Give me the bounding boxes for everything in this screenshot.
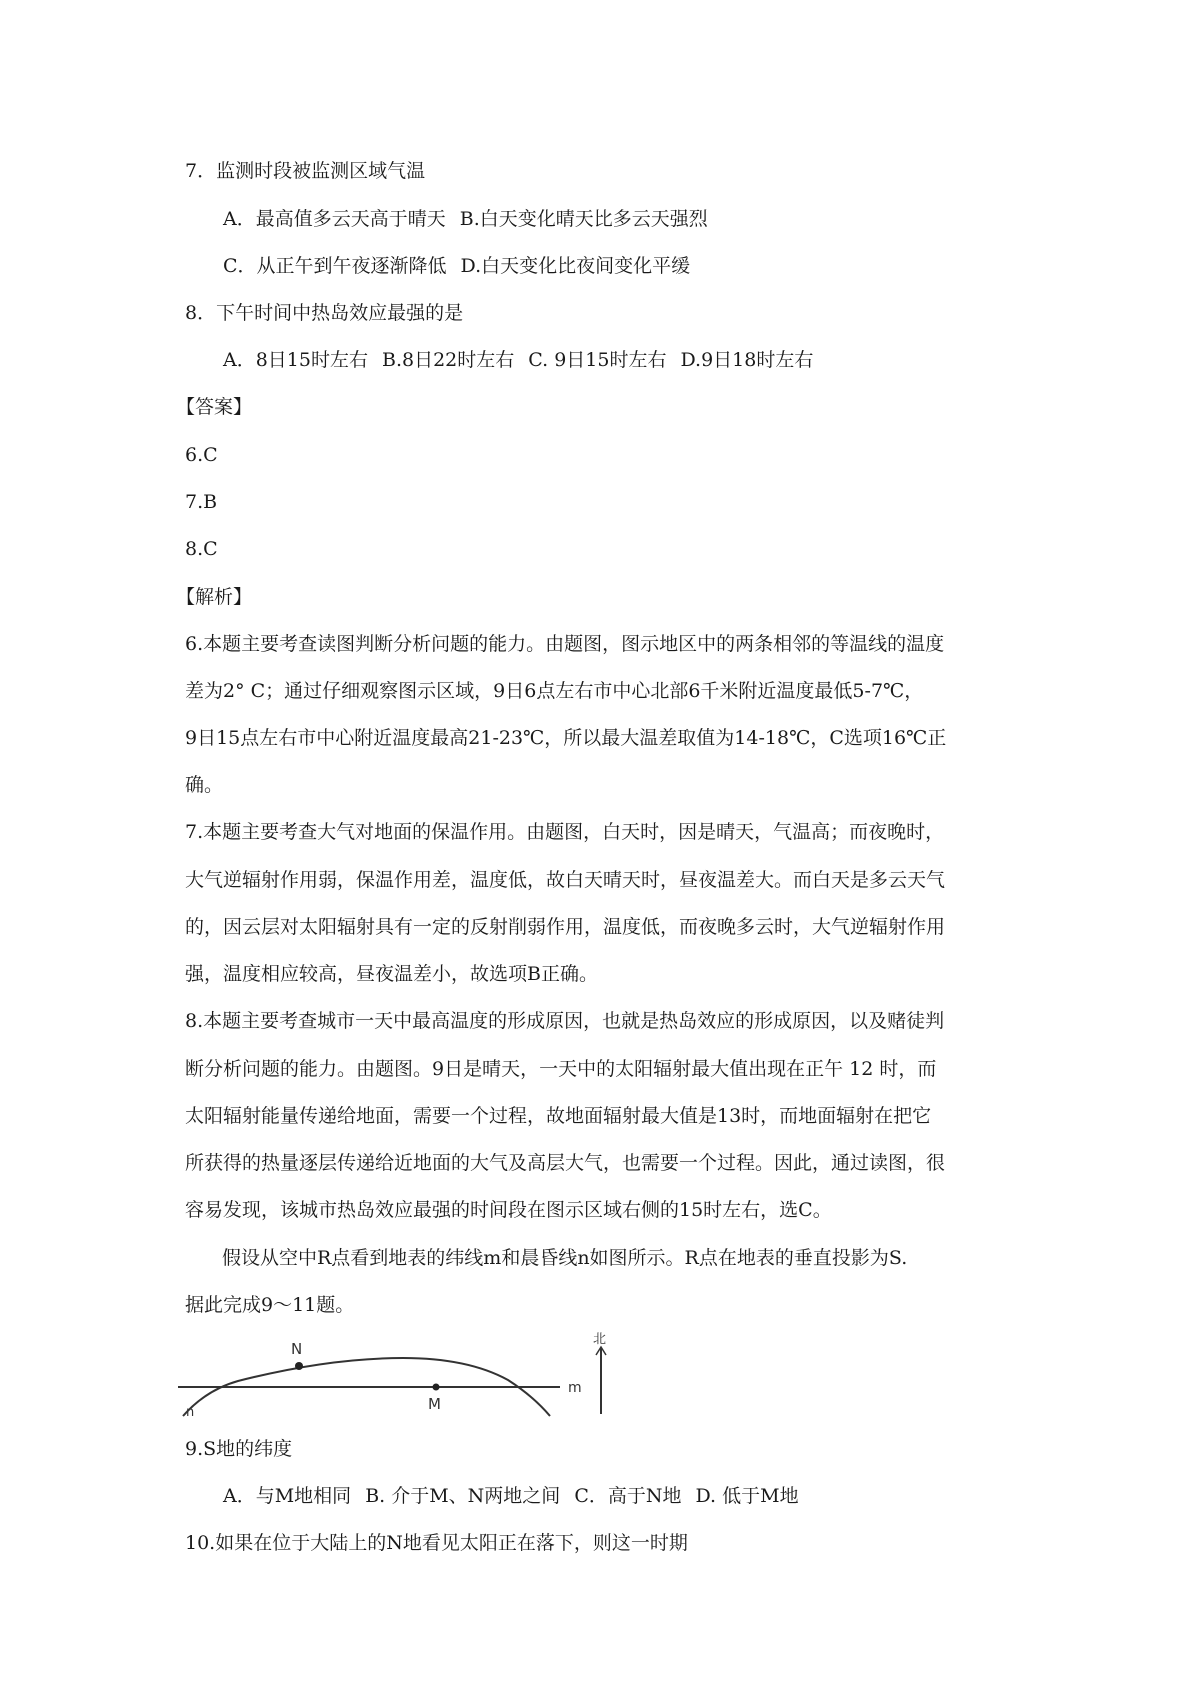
option-d: D.9日18时左右 [680, 349, 814, 371]
label-north: 北 [593, 1332, 607, 1347]
analysis-8-line: 8.本题主要考查城市一天中最高温度的形成原因，也就是热岛效应的形成原因，以及赌徒判 [185, 1010, 945, 1032]
analysis-6-line: 确。 [185, 774, 224, 796]
option-a: A．最高值多云天高于晴天 [223, 208, 446, 230]
option-d: D. 低于M地 [695, 1485, 799, 1507]
question-9-options [223, 1482, 799, 1510]
option-b: B.白天变化晴天比多云天强烈 [459, 208, 708, 230]
option-a: A．与M地相同 [223, 1485, 352, 1507]
option-b: B. 介于M、N两地之间 [365, 1485, 561, 1507]
analysis-heading: 【解析】 [176, 586, 253, 608]
label-n-point: N [291, 1340, 303, 1358]
label-m-point: M [428, 1395, 441, 1413]
analysis-7-line: 的，因云层对太阳辐射具有一定的反射削弱作用，温度低，而夜晚多云时，大气逆辐射作用 [185, 916, 946, 938]
option-d: D.白天变化比夜间变化平缓 [460, 255, 691, 277]
question-7-options-row-2 [223, 252, 690, 280]
intro-line: 据此完成9～11题。 [185, 1294, 355, 1316]
question-7-stem: 7．监测时段被监测区域气温 [185, 160, 426, 182]
latitude-terminator-diagram [178, 1328, 628, 1418]
option-a: A．8日15时左右 [223, 349, 368, 371]
analysis-6-line: 6.本题主要考查读图判断分析问题的能力。由题图，图示地区中的两条相邻的等温线的温度 [185, 633, 945, 655]
analysis-6-line: 9日15点左右市中心附近温度最高21-23℃，所以最大温差取值为14-18℃，C选项16℃正 [185, 727, 947, 749]
question-8-stem: 8．下午时间中热岛效应最强的是 [185, 302, 464, 324]
analysis-7-line: 强，温度相应较高，昼夜温差小，故选项B正确。 [185, 963, 598, 985]
label-n-line: n [186, 1405, 195, 1418]
option-b: B.8日22时左右 [382, 349, 515, 371]
analysis-7-line: 大气逆辐射作用弱，保温作用差，温度低，故白天晴天时，昼夜温差大。而白天是多云天气 [185, 869, 946, 891]
point-m [433, 1384, 440, 1391]
option-c: C．从正午到午夜逐渐降低 [223, 255, 447, 277]
question-7-options-row-1 [223, 205, 708, 233]
answer-item: 7.B [185, 491, 218, 513]
question-10-stem: 10.如果在位于大陆上的N地看见太阳正在落下，则这一时期 [185, 1532, 688, 1554]
option-c: C. 9日15时左右 [528, 349, 667, 371]
intro-line: 假设从空中R点看到地表的纬线m和晨昏线n如图所示。R点在地表的垂直投影为S. [222, 1247, 908, 1269]
point-n [295, 1362, 303, 1370]
option-c: C．高于N地 [574, 1485, 682, 1507]
analysis-6-line: 差为2° C；通过仔细观察图示区域，9日6点左右市中心北部6千米附近温度最低5-7℃， [185, 680, 924, 702]
answer-item: 8.C [185, 538, 218, 560]
answer-item: 6.C [185, 444, 218, 466]
analysis-8-line: 太阳辐射能量传递给地面，需要一个过程，故地面辐射最大值是13时，而地面辐射在把它 [185, 1105, 932, 1127]
analysis-7-line: 7.本题主要考查大气对地面的保温作用。由题图，白天时，因是晴天，气温高；而夜晚时， [185, 821, 945, 843]
answer-heading: 【答案】 [176, 396, 253, 418]
analysis-8-line: 容易发现，该城市热岛效应最强的时间段在图示区域右侧的15时左右，选C。 [185, 1199, 832, 1221]
analysis-8-line: 所获得的热量逐层传递给近地面的大气及高层大气，也需要一个过程。因此，通过读图，很 [185, 1152, 946, 1174]
question-8-options [223, 346, 813, 374]
question-9-stem: 9.S地的纬度 [185, 1438, 293, 1460]
analysis-8-line: 断分析问题的能力。由题图。9日是晴天，一天中的太阳辐射最大值出现在正午 12 时，而 [185, 1058, 937, 1080]
label-m-line: m [568, 1380, 582, 1396]
